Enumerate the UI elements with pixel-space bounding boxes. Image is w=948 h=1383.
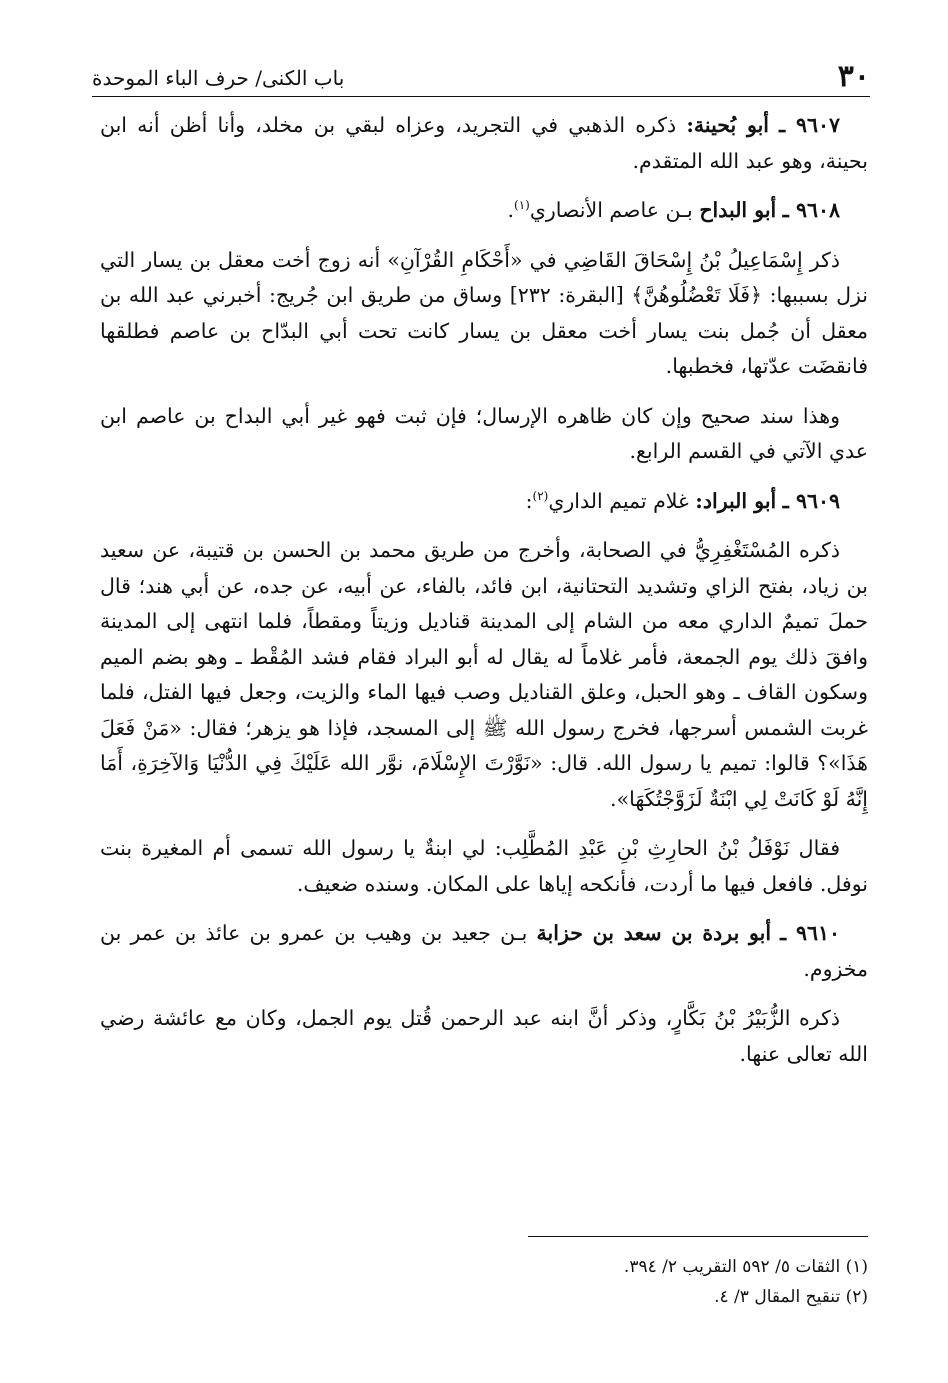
entry-name: أبو البراد:	[695, 488, 777, 513]
running-title: باب الكنى/ حرف الباء الموحدة	[92, 66, 345, 90]
entry-name: أبو بُحينة:	[686, 113, 769, 137]
paragraph: وهذا سند صحيح وإن كان ظاهره الإرسال؛ فإن ثبت فهو غير أبي البداح بن عاصم ابن عدي الآتي في القسم الرابع.	[100, 403, 868, 463]
footnote: (٢) تنقيح المقال ٣/ ٤.	[714, 1287, 868, 1307]
entry-text: بـن عاصم الأنصاري	[529, 198, 693, 222]
paragraph: ذكره الزُّبَيْرُ بْنُ بَكَّارٍ، وذكر أنَّ ابنه عبد الرحمن قُتل يوم الجمل، وكان مع عائشة رضي الله تعالى عنها.	[100, 1006, 868, 1066]
entry-number: ٩٦٠٧ ـ	[779, 113, 840, 137]
entry-text: غلام تميم الداري	[548, 488, 689, 513]
entry-number: ٩٦١٠ ـ	[780, 921, 840, 945]
main-text	[100, 108, 868, 1086]
entry-9607	[100, 108, 868, 179]
entry-number: ٩٦٠٨ ـ	[782, 198, 840, 222]
entry-9609	[100, 484, 868, 520]
entry-tail: .	[507, 198, 514, 222]
footnotes	[100, 1252, 868, 1312]
entry-name: أبو البداح	[699, 198, 777, 222]
entry-9610	[100, 916, 868, 987]
page-header	[92, 52, 870, 97]
entry-text: ذكره الذهبي في التجريد، وعزاه لبقي بن مخلد، وأنا أظن أنه ابن بحينة، وهو عبد الله المتقدم.	[100, 113, 868, 173]
entry-text: بـن جعيد بن وهيب بن عمرو بن عائذ بن عمر بن مخزوم.	[100, 921, 868, 981]
paragraph: ذكره المُسْتَغْفِرِيُّ في الصحابة، وأخرج من طريق محمد بن الحسن بن قتيبة، عن سعيد بن زياد، بفتح الزاي وتشديد التحتانية، ابن فائد، بالفاء، عن أبيه، عن جده، عن أبي هند؛ قال حملَ تميمٌ الداري معه من الشام إلى المدينة قناديل وزيتاً ومقطاً، فلما انتهى إلى المدينة وافقَ ذلك يوم الجمعة، فأمر غلاماً له يقال له أبو البراد فقام فشد المُقْط ـ وهو بضم الميم وسكون القاف ـ وهو الحبل، وعلق القناديل وصب فيها الماء والزيت، وجعل فيها الفتل، فلما غربت الشمس أسرجها، فخرج رسول الله ﷺ إلى المسجد، فإذا هو يزهر؛ فقال: «مَنْ فَعَلَ هَذَا»؟ قالوا: تميم يا رسول الله. قال: «نَوَّرْتَ الإِسْلَامَ، نوَّر الله عَلَيْكَ فِي الدُّنْيَا وَالآخِرَةِ، أَمَا إِنَّهُ لَوْ كَانَتْ لِي ابْنَةٌ لَزَوَّجْتُكَهَا».	[100, 538, 868, 811]
page-number: ٣٠	[837, 59, 870, 94]
entry-name: أبو بردة بن سعد بن حزابة	[536, 921, 772, 945]
paragraph: فقال نَوْفَلُ بْنُ الحارِثِ بْنِ عَبْدِ المُطَّلِب: لي ابنةٌ يا رسول الله تسمى أم المغيرة بنت نوفل. فافعل فيها ما أردت، فأنكحه إياها على المكان. وسنده ضعيف.	[100, 836, 868, 896]
footnote-ref: (٢)	[532, 488, 549, 503]
entry-tail: :	[525, 488, 533, 513]
footnote-ref: (١)	[514, 198, 530, 213]
paragraph: ذكر إِسْمَاعِيلُ بْنُ إِسْحَاقَ القَاضِي في «أَحْكَامِ القُرْآنِ» أنه زوج أخت معقل بن يسار التي نزل بسببها: ﴿فَلَا تَعْضُلُوهُنَّ﴾ [البقرة: ٢٣٢] وساق من طريق ابن جُريج: أخبرني عبد الله بن معقل أن جُمل بنت يسار أخت معقل بن يسار كانت تحت أبي البدّاح بن عاصم فطلقها فانقضَت عدّتها، فخطبها.	[100, 247, 868, 378]
entry-number: ٩٦٠٩ ـ	[782, 488, 840, 513]
entry-9608	[100, 193, 868, 229]
footnote-divider	[528, 1236, 868, 1237]
footnote: (١) الثقات ٥/ ٥٩٢ التقريب ٢/ ٣٩٤.	[623, 1257, 868, 1277]
